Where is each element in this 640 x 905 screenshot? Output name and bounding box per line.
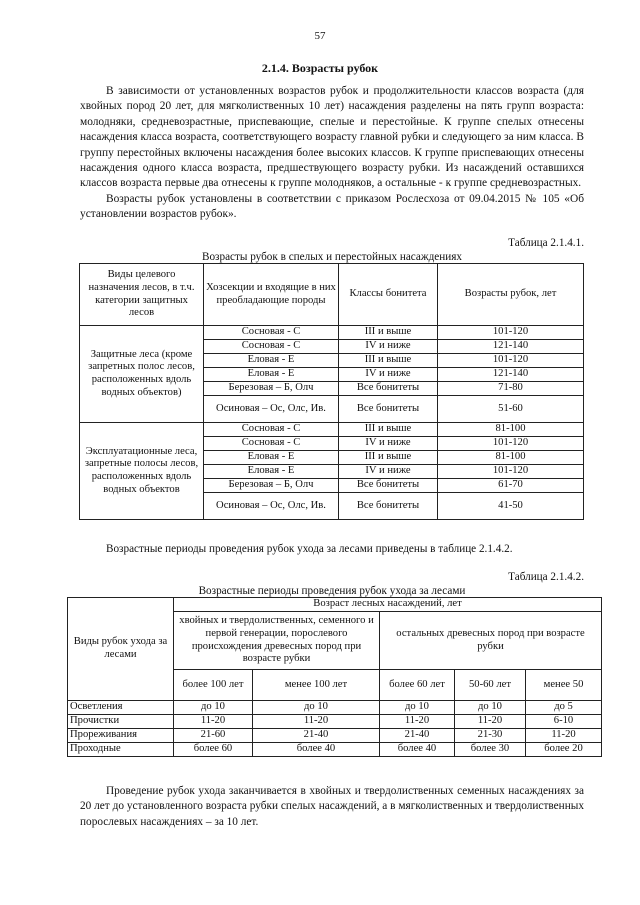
bonitet-cell: Все бонитеты xyxy=(339,479,438,493)
period-cell: 11-20 xyxy=(526,729,602,743)
age-cell: 81-100 xyxy=(438,423,584,437)
subheader-cell: 50-60 лет xyxy=(455,670,526,701)
bonitet-cell: Все бонитеты xyxy=(339,382,438,396)
period-cell: до 10 xyxy=(253,701,380,715)
period-cell: более 40 xyxy=(253,743,380,757)
period-cell: более 40 xyxy=(380,743,455,757)
bonitet-cell: Все бонитеты xyxy=(339,493,438,520)
age-cell: 101-120 xyxy=(438,354,584,368)
section-cell: Еловая - Е xyxy=(204,354,339,368)
period-cell: более 60 xyxy=(174,743,253,757)
thinning-type-cell: Прочистки xyxy=(68,715,174,729)
table-header-row xyxy=(68,598,602,612)
bonitet-cell: IV и ниже xyxy=(339,465,438,479)
section-cell: Осиновая – Ос, Олс, Ив. xyxy=(204,493,339,520)
table2-title-wrap xyxy=(80,585,584,597)
subheader-cell: менее 100 лет xyxy=(253,670,380,701)
table-row xyxy=(68,743,602,757)
age-cell: 81-100 xyxy=(438,451,584,465)
period-cell: 21-60 xyxy=(174,729,253,743)
age-cell: 121-140 xyxy=(438,368,584,382)
bonitet-cell: III и выше xyxy=(339,423,438,437)
table-header-row xyxy=(80,264,584,326)
thinning-type-cell: Проходные xyxy=(68,743,174,757)
period-cell: до 10 xyxy=(174,701,253,715)
category-exploitable: Эксплуатационные леса, запретные полосы лесов, расположенных вдоль водных объектов xyxy=(80,423,204,520)
header-stand-age: Возраст лесных насаждений, лет xyxy=(174,598,602,612)
age-cell: 121-140 xyxy=(438,340,584,354)
page-number: 57 xyxy=(314,30,326,42)
age-cell: 41-50 xyxy=(438,493,584,520)
paragraph-age-groups: В зависимости от установленных возрастов рубок и продолжительности классов возраста (для хвойных пород 20 лет, для мягколиственных 10 лет) насаждения разделены на пять групп возраста: молодняки, средневозрастные, приспевающие, спелые и перестойные. К группе спелых отнесены насаждения класса возраста, соответствующего возрасту главной рубки и следующего за ним класса. В группу перестойных включены насаждения более высоких классов. К группе приспевающих отнесены насаждения одного класса возраста, предшествующего возрасту рубки. Из насаждений оставшихся классов возраста первые два отнесены к группе молодняков, а остальные - к группе средневозрастных. xyxy=(80,85,584,190)
age-cell: 71-80 xyxy=(438,382,584,396)
thinning-periods-table xyxy=(67,597,602,757)
bonitet-cell: III и выше xyxy=(339,451,438,465)
section-title: 2.1.4. Возрасты рубок xyxy=(261,61,379,75)
bonitet-cell: III и выше xyxy=(339,326,438,340)
age-cell: 101-120 xyxy=(438,437,584,451)
paragraph-thinning-end: Проведение рубок ухода заканчивается в хвойных и твердолиственных семенных насаждениях за 20 лет до установленного возраста рубки спелых насаждений, а в мягколиственных и твердолиственных порослевых насаждениях – за 10 лет. xyxy=(80,785,584,828)
period-cell: 11-20 xyxy=(380,715,455,729)
intro-text xyxy=(80,84,584,223)
cutting-age-table xyxy=(79,263,584,520)
bonitet-cell: IV и ниже xyxy=(339,340,438,354)
section-cell: Сосновая - С xyxy=(204,326,339,340)
period-cell: 11-20 xyxy=(253,715,380,729)
table-row xyxy=(68,729,602,743)
period-cell: 21-40 xyxy=(380,729,455,743)
table1-title-wrap xyxy=(80,251,584,263)
subheader-cell: более 100 лет xyxy=(174,670,253,701)
header-purpose: Виды целевого назначения лесов, в т.ч. категории защитных лесов xyxy=(80,264,204,326)
section-cell: Березовая – Б, Олч xyxy=(204,479,339,493)
closing-text xyxy=(80,784,584,830)
header-coniferous-group: хвойных и твердолиственных, семенного и первой генерации, порослевого происхождения древесных пород при возрасте рубки xyxy=(174,612,380,670)
period-cell: до 10 xyxy=(455,701,526,715)
header-other-species-group: остальных древесных пород при возрасте рубки xyxy=(380,612,602,670)
age-cell: 51-60 xyxy=(438,396,584,423)
table1-number: Таблица 2.1.4.1. xyxy=(508,237,584,249)
bonitet-cell: Все бонитеты xyxy=(339,396,438,423)
age-cell: 61-70 xyxy=(438,479,584,493)
paragraph-order-reference: Возрасты рубок установлены в соответствии с приказом Рослесхоза от 09.04.2015 № 105 «Об установлении возрастов рубок». xyxy=(80,192,584,221)
section-cell: Сосновая - С xyxy=(204,423,339,437)
subheader-cell: более 60 лет xyxy=(380,670,455,701)
subheader-cell: менее 50 xyxy=(526,670,602,701)
section-cell: Еловая - Е xyxy=(204,451,339,465)
age-cell: 101-120 xyxy=(438,465,584,479)
period-cell: 11-20 xyxy=(455,715,526,729)
table-row xyxy=(68,715,602,729)
table-row xyxy=(80,423,584,437)
bonitet-cell: IV и ниже xyxy=(339,437,438,451)
period-cell: более 20 xyxy=(526,743,602,757)
age-cell: 101-120 xyxy=(438,326,584,340)
header-thinning-type: Виды рубок ухода за лесами xyxy=(68,598,174,701)
section-cell: Сосновая - С xyxy=(204,437,339,451)
header-sections: Хозсекции и входящие в них преобладающие породы xyxy=(204,264,339,326)
table-row xyxy=(68,701,602,715)
table2-reference-text: Возрастные периоды проведения рубок ухода за лесами приведены в таблице 2.1.4.2. xyxy=(106,543,513,555)
header-bonitet: Классы бонитета xyxy=(339,264,438,326)
thinning-type-cell: Осветления xyxy=(68,701,174,715)
section-cell: Осиновая – Ос, Олс, Ив. xyxy=(204,396,339,423)
table2-number: Таблица 2.1.4.2. xyxy=(508,571,584,583)
header-cutting-age: Возрасты рубок, лет xyxy=(438,264,584,326)
period-cell: до 5 xyxy=(526,701,602,715)
bonitet-cell: IV и ниже xyxy=(339,368,438,382)
table1-title: Возрасты рубок в спелых и перестойных насаждениях xyxy=(202,251,462,263)
period-cell: более 30 xyxy=(455,743,526,757)
section-cell: Еловая - Е xyxy=(204,465,339,479)
period-cell: 11-20 xyxy=(174,715,253,729)
period-cell: 21-40 xyxy=(253,729,380,743)
category-protective: Защитные леса (кроме запретных полос лесов, расположенных вдоль водных объектов) xyxy=(80,326,204,423)
table2-title: Возрастные периоды проведения рубок ухода за лесами xyxy=(198,585,466,597)
period-cell: до 10 xyxy=(380,701,455,715)
section-cell: Сосновая - С xyxy=(204,340,339,354)
thinning-type-cell: Прореживания xyxy=(68,729,174,743)
table-row xyxy=(80,326,584,340)
period-cell: 6-10 xyxy=(526,715,602,729)
section-cell: Березовая – Б, Олч xyxy=(204,382,339,396)
section-cell: Еловая - Е xyxy=(204,368,339,382)
period-cell: 21-30 xyxy=(455,729,526,743)
bonitet-cell: III и выше xyxy=(339,354,438,368)
